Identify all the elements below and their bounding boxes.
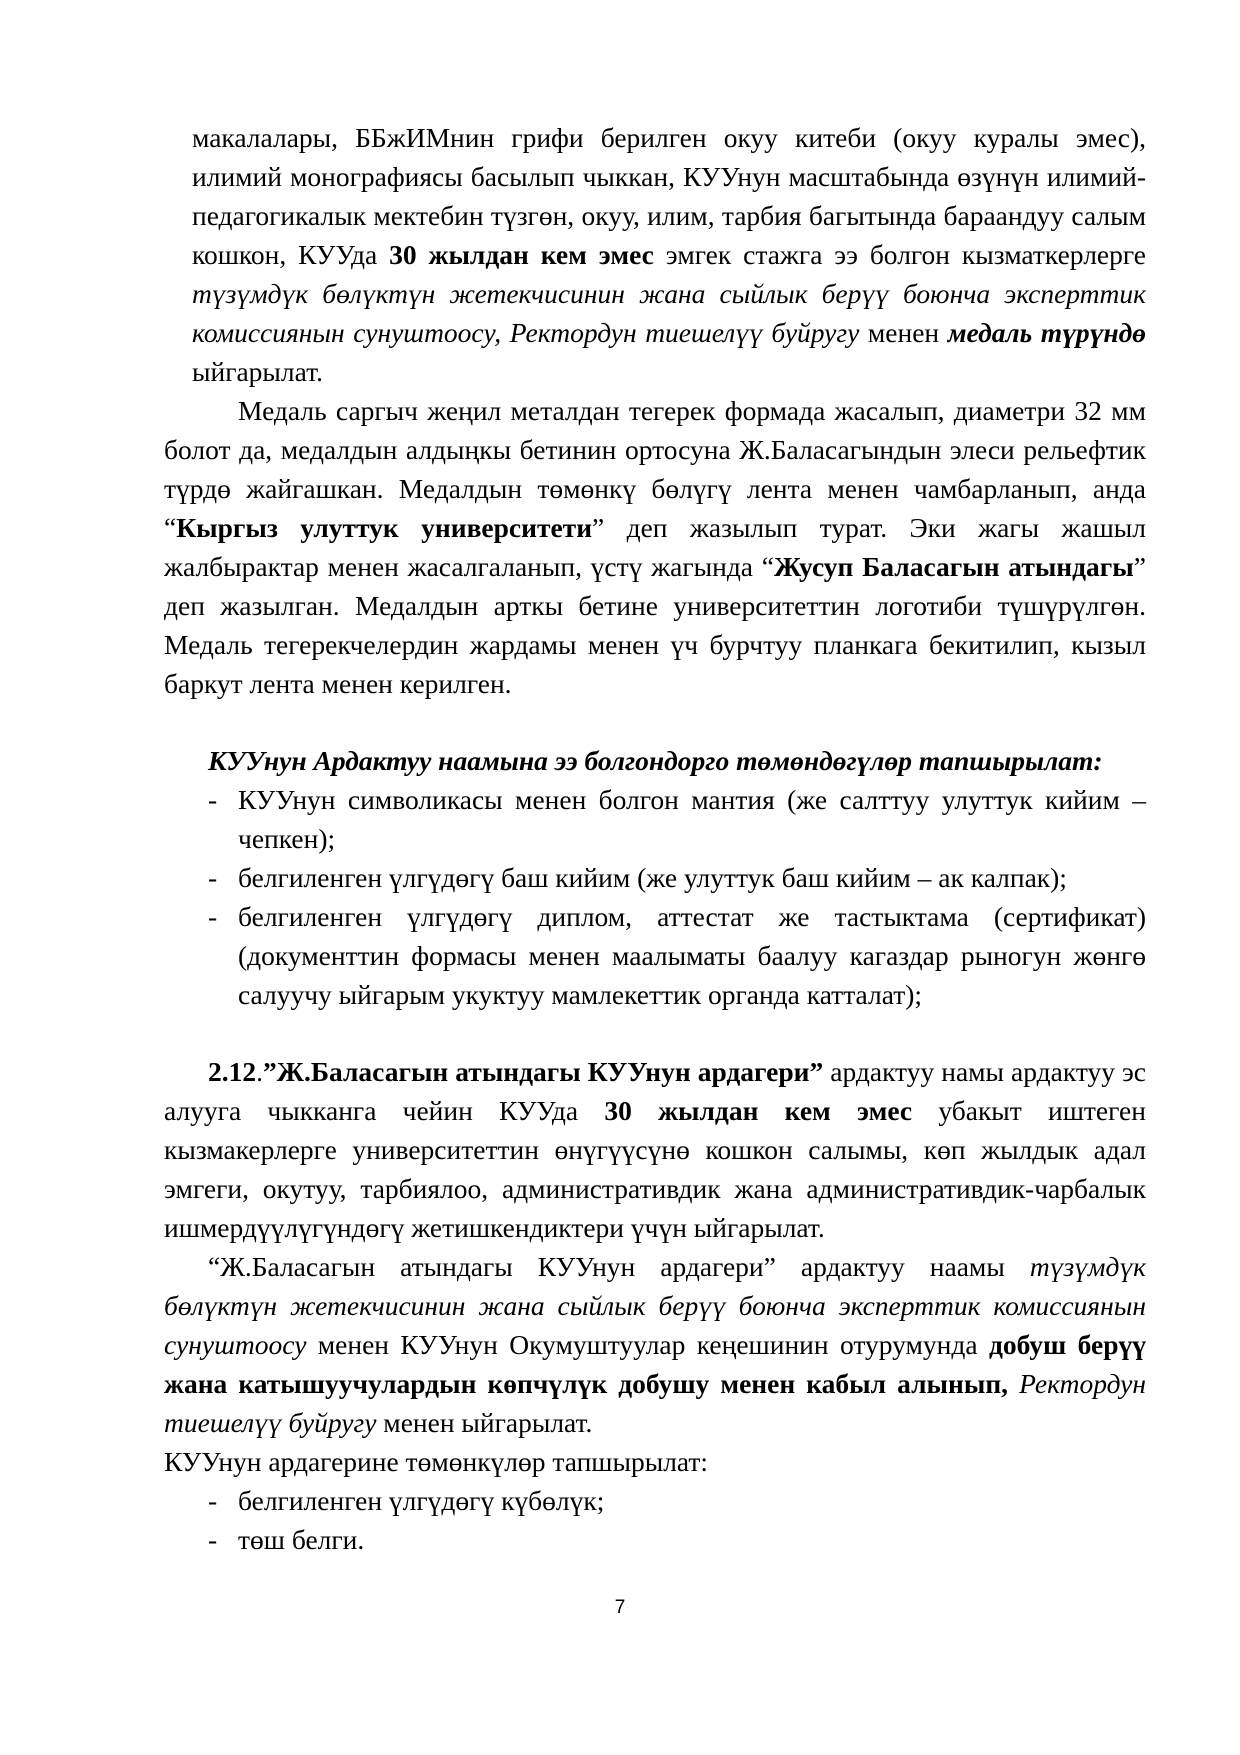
list-item: - төш белги. [164, 1520, 1146, 1559]
text-run: ” деп жазылып турат. Эки жагы жашыл жалбырактар менен жасалгаланып, үстү жагында “ [164, 512, 1146, 582]
text-run [1008, 1368, 1019, 1399]
text-run: Медаль саргыч жеңил металдан тегерек формада жасалып, диаметри 32 мм болот да, медалдын алдыңкы бетинин ортосуна Ж.Баласагындын элеси рельефтик түрдө жайгашкан. Медалдын төмөнкү бөлүгү лента менен чамбарланып, анда “ [164, 395, 1146, 543]
paragraph-medal-description [164, 391, 1146, 703]
bold-run: добуш берүү жана катышуучулардын көпчүлүк добушу менен кабыл алынып, [164, 1329, 1147, 1399]
paragraph-veteran-title [164, 1052, 1146, 1247]
italic-run: түзүмдүк бөлүктүн жетекчисинин жана сыйлык берүү боюнча эксперттик комиссиянын сунуштоосу [164, 1251, 1146, 1360]
list-item: - белгиленген үлгүдөгү диплом, аттестат же тастыктама (сертификат) (документтин формасы менен маалыматы баалуу кагаздар рыногун жөнгө салуучу ыйгарым укуктуу мамлекеттик органда катталат); [164, 897, 1146, 1014]
honorary-items-list [164, 780, 1146, 1014]
text-run: ыйгарылат. [192, 356, 323, 387]
text-run: эмгек стажга ээ болгон кызматкерлерге [653, 239, 1146, 270]
text-run: менен ыйгарылат. [376, 1407, 593, 1438]
text-run: менен КУУнун Окумуштуулар кеңешинин отурумунда [306, 1329, 989, 1360]
section-number: 2.12 [208, 1056, 257, 1087]
page-number: 7 [614, 1597, 626, 1618]
paragraph-veteran-procedure [164, 1247, 1146, 1442]
text-run: ардактуу намы ардактуу эс алууга чыкканга чейин КУУда [164, 1056, 1146, 1126]
text-run: менен [859, 317, 948, 348]
italic-run: Ректордун тиешелүү буйругу [164, 1368, 1147, 1438]
italic-run: түзүмдүк бөлүктүн жетекчисинин жана сыйлык берүү боюнча эксперттик комиссиянын сунуштоосу, Ректордун тиешелүү буйругу [192, 278, 1146, 348]
bold-run: 30 жылдан кем эмес [604, 1095, 913, 1126]
text-run: “Ж.Баласагын атындагы КУУнун ардагери” ардактуу наамы [208, 1251, 1030, 1282]
list-item: - белгиленген үлгүдөгү күбөлүк; [164, 1481, 1146, 1520]
bold-run: Кыргыз улуттук университети [176, 512, 593, 543]
bold-run: ”Ж.Баласагын атындагы КУУнун ардагери” [263, 1056, 824, 1087]
bold-italic-run: медаль түрүндө [947, 317, 1147, 348]
paragraph-veteran-items-intro: КУУнун ардагерине төмөнкүлөр тапшырылат: [164, 1446, 709, 1477]
text-run: макалалары, ББжИМнин грифи берилген окуу китеби (окуу куралы эмес), илимий монографиясы басылып чыккан, КУУнун масштабында өзүнүн илимий-педагогикалык мектебин түзгөн, окуу, илим, тарбия багытында бараандуу салым кошкон, КУУда [192, 122, 1146, 270]
bold-run: 30 жылдан кем эмес [389, 239, 654, 270]
section-heading-honorary [164, 741, 1146, 780]
list-item: - белгиленген үлгүдөгү баш кийим (же улуттук баш кийим – ак калпак); [164, 858, 1146, 897]
text-run: . [256, 1056, 263, 1087]
bold-run: Жусуп Баласагын атындагы [773, 551, 1134, 582]
paragraph-medal-award [178, 118, 1146, 391]
veteran-items-list [164, 1481, 1146, 1559]
heading-text: КУУнун Ардактуу наамына ээ болгондорго төмөндөгүлөр тапшырылат: [208, 745, 1103, 776]
text-run: убакыт иштеген кызмакерлерге университеттин өнүгүүсүнө кошкон салымы, көп жылдык адал эмгеги, окутуу, тарбиялоо, административдик жана административдик-чарбалык ишмердүүлүгүндөгү жетишкендиктери үчүн ыйгарылат. [164, 1095, 1146, 1243]
text-run: ” деп жазылган. Медалдын арткы бетине университеттин логотиби түшүрүлгөн. Медаль тегерекчелердин жардамы менен үч бурчтуу планкага бекитилип, кызыл баркут лента менен керилген. [164, 551, 1146, 699]
page-content [164, 118, 1147, 1559]
list-item: - КУУнун символикасы менен болгон мантия (же салттуу улуттук кийим – чепкен); [164, 780, 1146, 858]
